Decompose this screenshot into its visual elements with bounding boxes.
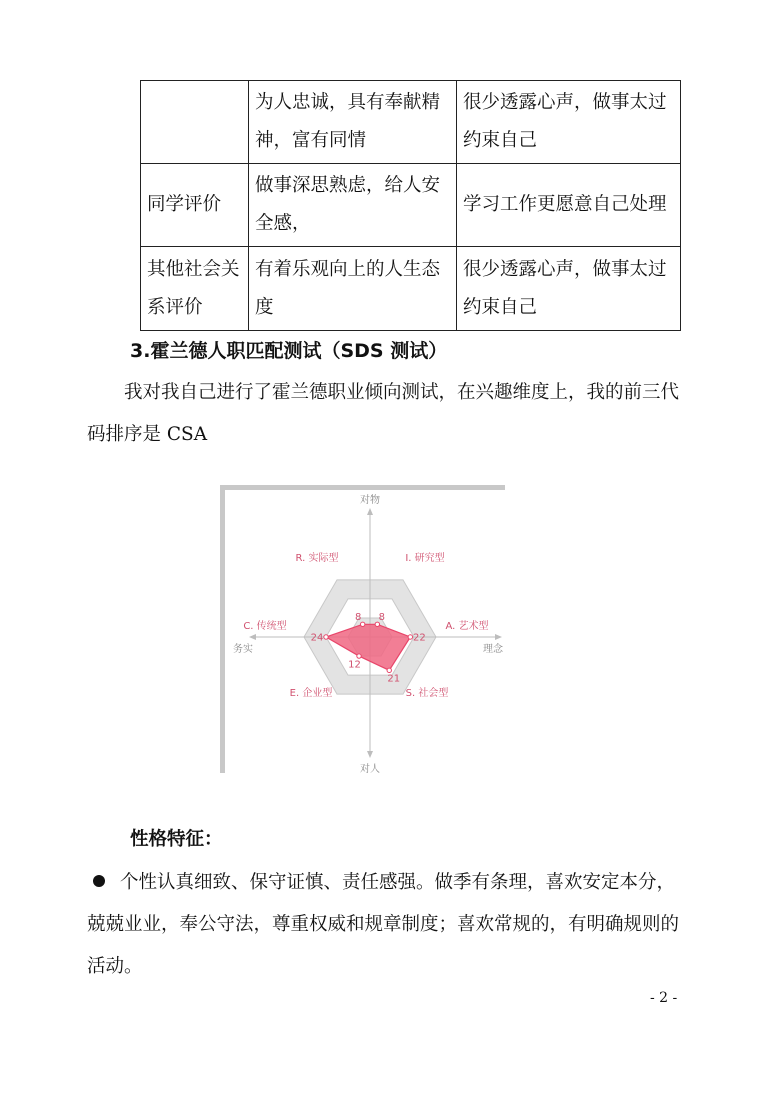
data-label: 22 <box>412 632 426 644</box>
table-cell: 同学评价 <box>141 164 249 247</box>
traits-bullet-text: 个性认真细致、保守证慎、责任感强。做季有条理，喜欢安定本分，兢兢业业，奉公守法，尊重权威和规章制度；喜欢常规的，有明确规则的活动。 <box>87 872 680 977</box>
axis-label-bottom: 对人 <box>360 764 380 775</box>
axis-label-right: 理念 <box>483 644 503 655</box>
category-label: C. 传统型 <box>243 621 287 632</box>
table-cell <box>141 81 249 164</box>
table-cell: 为人忠诚，具有奉献精神，富有同情 <box>249 81 457 164</box>
section-heading: 3.霍兰德人职匹配测试（SDS 测试） <box>130 340 448 362</box>
data-point <box>357 654 361 658</box>
data-label: 8 <box>354 612 362 624</box>
table-cell: 做事深思熟虑，给人安全感， <box>249 164 457 247</box>
data-label: 12 <box>348 659 361 671</box>
data-label: 8 <box>378 612 386 624</box>
category-label: E. 企业型 <box>289 688 333 699</box>
frame-left-bar <box>220 485 225 773</box>
axis-label-left: 务实 <box>233 644 253 655</box>
holland-radar-chart <box>215 482 507 776</box>
data-label: 24 <box>310 632 324 644</box>
table-cell: 很少透露心声，做事太过约束自己 <box>457 247 681 331</box>
table-cell: 其他社会关系评价 <box>141 247 249 331</box>
axis-label-top: 对物 <box>360 495 380 506</box>
table-row <box>141 81 681 164</box>
data-point <box>387 668 391 672</box>
section-paragraph: 我对我自己进行了霍兰德职业倾向测试，在兴趣维度上，我的前三代码排序是 CSA <box>87 382 680 445</box>
data-point <box>408 635 412 639</box>
table-row <box>141 164 681 247</box>
category-label: I. 研究型 <box>405 553 445 564</box>
frame-top-bar <box>220 485 505 490</box>
category-label: R. 实际型 <box>295 553 339 564</box>
data-label: 21 <box>387 673 401 685</box>
table-cell: 有着乐观向上的人生态度 <box>249 247 457 331</box>
evaluation-table <box>140 80 681 331</box>
table-cell: 学习工作更愿意自己处理 <box>457 164 681 247</box>
table-row <box>141 247 681 331</box>
data-point <box>324 635 328 639</box>
traits-heading: 性格特征： <box>130 829 223 850</box>
category-label: A. 艺术型 <box>445 621 489 632</box>
page-number: - 2 - <box>650 990 678 1006</box>
category-label: S. 社会型 <box>405 688 449 699</box>
table-cell: 很少透露心声，做事太过约束自己 <box>457 81 681 164</box>
